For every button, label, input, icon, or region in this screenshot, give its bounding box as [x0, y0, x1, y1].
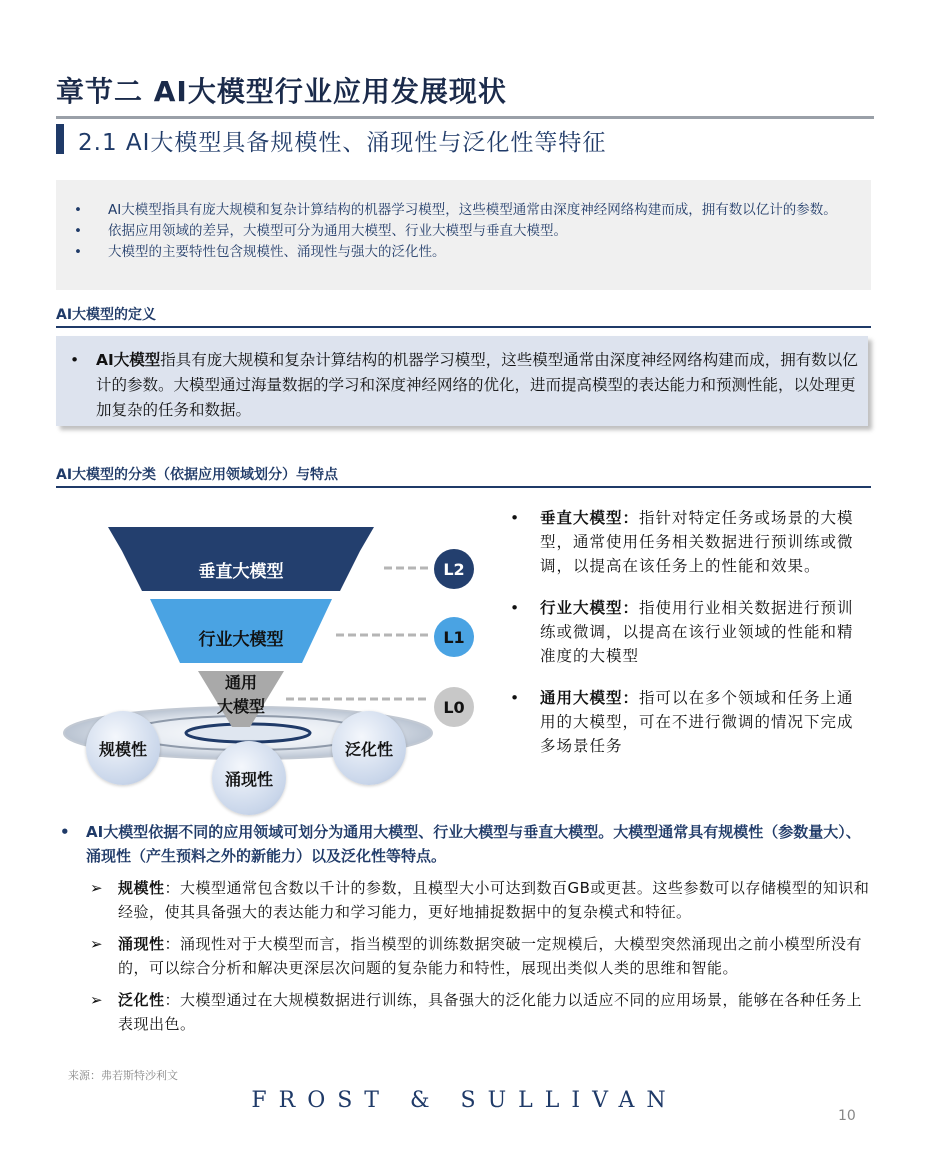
- bullet-icon: •: [70, 351, 80, 369]
- bullet-icon: •: [510, 689, 521, 707]
- definition-box: [56, 336, 868, 426]
- feature-scale-circle: 规模性: [86, 711, 160, 785]
- trait-generalization: ➢ 泛化性：大模型通过在大规模数据进行训练，具备强大的泛化能力以适应不同的应用场景，能够在各种任务上表现出色。: [56, 988, 871, 1036]
- page-number: 10: [838, 1108, 856, 1124]
- summary-item: • 依据应用领域的差异，大模型可分为通用大模型、行业大模型与垂直大模型。: [74, 221, 853, 242]
- title-divider: [56, 116, 874, 119]
- vertical-model-label: 垂直大模型: [198, 562, 284, 582]
- type-item-general: • 通用大模型：指可以在多个领域和任务上通用的大模型，可在不进行微调的情况下完成多场景任务: [508, 686, 868, 758]
- type-item-industry: • 行业大模型：指使用行业相关数据进行预训练或微调，以提高在该行业领域的性能和精准度的大模型: [508, 596, 868, 668]
- classification-heading: AI大模型的分类（依据应用领域划分）与特点: [56, 467, 339, 483]
- industry-model-label: 行业大模型: [198, 630, 284, 650]
- definition-term: AI大模型: [96, 351, 161, 369]
- feature-generalization-circle: 泛化性: [332, 711, 406, 785]
- bullet-icon: •: [510, 599, 521, 617]
- bullet-icon: •: [74, 223, 82, 239]
- general-model-label-line1: 通用: [224, 673, 257, 692]
- arrow-bullet-icon: ➢: [90, 935, 104, 953]
- trait-emergence: ➢ 涌现性：涌现性对于大模型而言，指当模型的训练数据突破一定规模后，大模型突然涌现出之前小模型所没有的，可以综合分析和解决更深层次问题的复杂能力和特性，展现出类似人类的思维和智能。: [56, 932, 871, 980]
- summary-box: [56, 180, 871, 290]
- trait-scale: ➢ 规模性：大模型通常包含数以千计的参数，且模型大小可达到数百GB或更甚。这些参数可以存储模型的知识和经验，使其具备强大的表达能力和学习能力，更好地捕捉数据中的复杂模式和特征。: [56, 876, 871, 924]
- section-title: 2.1 AI大模型具备规模性、涌现性与泛化性等特征: [78, 130, 607, 156]
- bullet-icon: •: [60, 823, 70, 841]
- arrow-bullet-icon: ➢: [90, 991, 104, 1009]
- bullet-icon: •: [74, 202, 82, 218]
- classification-heading-rule: [56, 486, 871, 488]
- feature-emergence-circle: 涌现性: [212, 741, 286, 815]
- definition-heading-rule: [56, 326, 871, 328]
- type-item-vertical: • 垂直大模型：指针对特定任务或场景的大模型，通常使用任务相关数据进行预训练或微调，以提高在该任务上的性能和效果。: [508, 506, 868, 578]
- traits-lead: • AI大模型依据不同的应用领域可划分为通用大模型、行业大模型与垂直大模型。大模型通常具有规模性（参数量大）、涌现性（产生预料之外的新能力）以及泛化性等特点。: [56, 820, 871, 868]
- definition-item: [66, 348, 858, 423]
- chapter-title: 章节二 AI大模型行业应用发展现状: [56, 75, 507, 108]
- arrow-bullet-icon: ➢: [90, 879, 104, 897]
- summary-item: • AI大模型指具有庞大规模和复杂计算结构的机器学习模型，这些模型通常由深度神经网络构建而成，拥有数以亿计的参数。: [74, 200, 853, 221]
- model-pyramid-diagram: [56, 505, 496, 805]
- definition-text: 指具有庞大规模和复杂计算结构的机器学习模型，这些模型通常由深度神经网络构建而成，拥有数以亿计的参数。大模型通过海量数据的学习和深度神经网络的优化，进而提高模型的表达能力和预测性能，以处理更加复杂的任务和数据。: [96, 351, 858, 419]
- section-accent-bar: [56, 124, 64, 154]
- bullet-icon: •: [74, 244, 82, 260]
- definition-heading: AI大模型的定义: [56, 307, 157, 323]
- level-badge-l2: L2: [434, 549, 474, 589]
- summary-item: • 大模型的主要特性包含规模性、涌现性与强大的泛化性。: [74, 242, 853, 263]
- bullet-icon: •: [510, 509, 521, 527]
- general-model-label-line2: 大模型: [216, 697, 265, 716]
- traits-section: [56, 820, 871, 1036]
- source-note: 来源：弗若斯特沙利文: [68, 1069, 178, 1082]
- brand-logo: FROST & SULLIVAN: [251, 1088, 678, 1113]
- level-badge-l0: L0: [434, 687, 474, 727]
- model-types-list: [508, 506, 868, 776]
- level-badge-l1: L1: [434, 617, 474, 657]
